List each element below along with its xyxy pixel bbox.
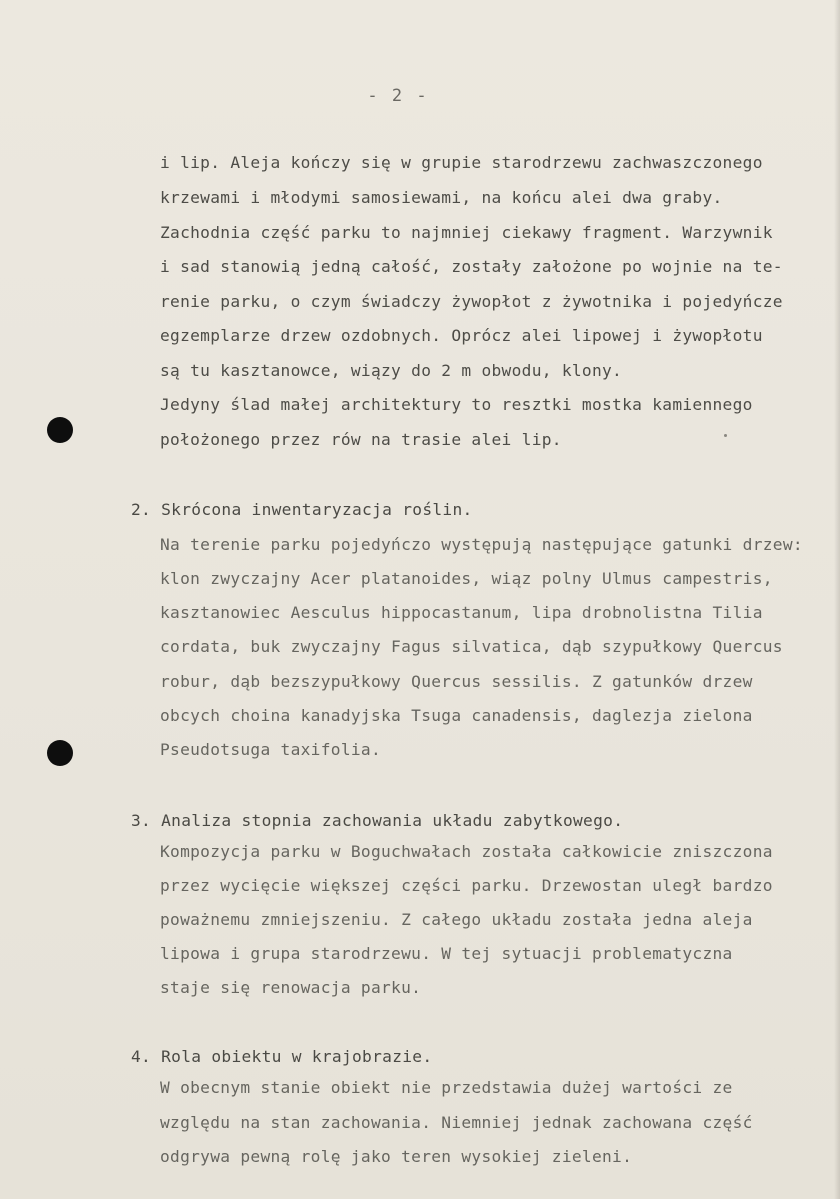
text-line: Na terenie parku pojedyńczo występują następujące gatunki drzew: (160, 535, 803, 554)
text-line: i sad stanowią jedną całość, zostały założone po wojnie na te- (160, 257, 783, 276)
text-line: i lip. Aleja kończy się w grupie starodrzewu zachwaszczonego (160, 153, 763, 172)
section-heading: 2. Skrócona inwentaryzacja roślin. (131, 500, 473, 519)
text-line: egzemplarze drzew ozdobnych. Oprócz alei lipowej i żywopłotu (160, 326, 763, 345)
page-number: - 2 - (367, 86, 429, 106)
page-edge-shadow (834, 0, 840, 1199)
text-line: lipowa i grupa starodrzewu. W tej sytuacji problematyczna (160, 944, 733, 963)
punch-hole-bottom (47, 740, 73, 766)
text-line: przez wycięcie większej części parku. Drzewostan uległ bardzo (160, 876, 773, 895)
section-heading: 3. Analiza stopnia zachowania układu zabytkowego. (131, 811, 624, 830)
text-line: poważnemu zmniejszeniu. Z całego układu została jedna aleja (160, 910, 753, 929)
text-line: położonego przez rów na trasie alei lip. (160, 430, 562, 449)
text-line: Jedyny ślad małej architektury to resztki mostka kamiennego (160, 395, 753, 414)
text-line: kasztanowiec Aesculus hippocastanum, lipa drobnolistna Tilia (160, 603, 763, 622)
text-line: krzewami i młodymi samosiewami, na końcu alei dwa graby. (160, 188, 723, 207)
text-line: odgrywa pewną rolę jako teren wysokiej zieleni. (160, 1147, 633, 1166)
text-line: staje się renowacja parku. (160, 978, 422, 997)
paper-speck (724, 434, 727, 437)
text-line: obcych choina kanadyjska Tsuga canadensis, daglezja zielona (160, 706, 753, 725)
text-line: cordata, buk zwyczajny Fagus silvatica, dąb szypułkowy Quercus (160, 637, 783, 656)
text-line: Kompozycja parku w Boguchwałach została całkowicie zniszczona (160, 842, 773, 861)
text-line: Pseudotsuga taxifolia. (160, 740, 382, 759)
text-line: W obecnym stanie obiekt nie przedstawia dużej wartości ze (160, 1078, 733, 1097)
punch-hole-top (47, 417, 73, 443)
text-line: Zachodnia część parku to najmniej ciekawy fragment. Warzywnik (160, 223, 773, 242)
text-line: są tu kasztanowce, wiązy do 2 m obwodu, klony. (160, 361, 623, 380)
text-line: względu na stan zachowania. Niemniej jednak zachowana część (160, 1113, 753, 1132)
text-line: renie parku, o czym świadczy żywopłot z żywotnika i pojedyńcze (160, 292, 783, 311)
text-line: robur, dąb bezszypułkowy Quercus sessilis. Z gatunków drzew (160, 672, 753, 691)
section-heading: 4. Rola obiektu w krajobrazie. (131, 1047, 433, 1066)
text-line: klon zwyczajny Acer platanoides, wiąz polny Ulmus campestris, (160, 569, 773, 588)
